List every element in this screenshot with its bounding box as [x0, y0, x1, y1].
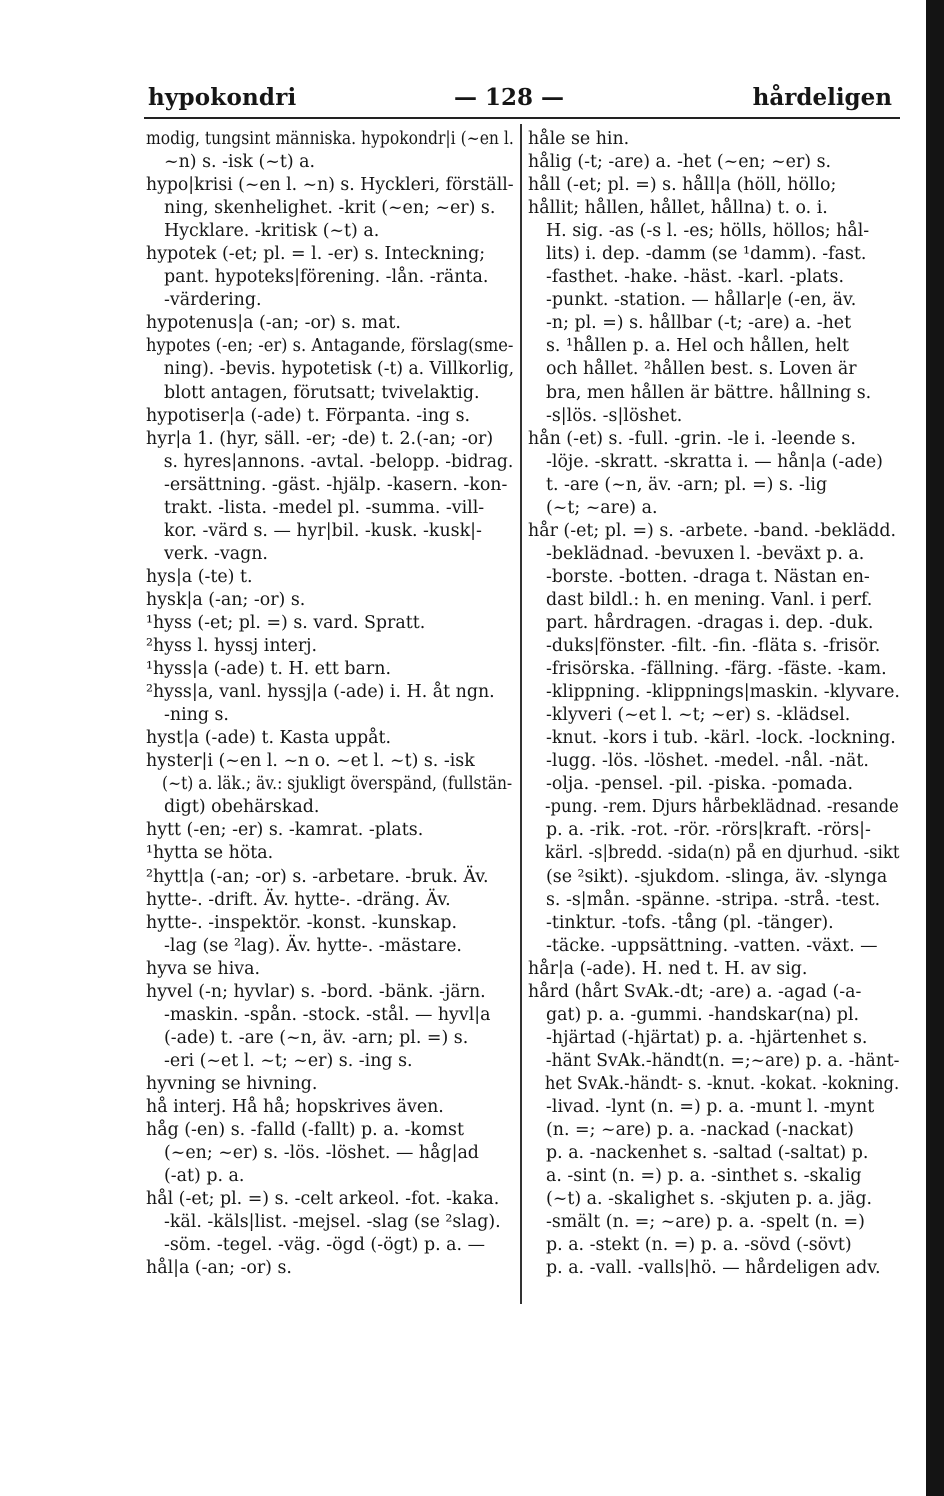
entry-line: verk. -vagn. [164, 543, 268, 564]
entry-line: -duks|fönster. -filt. -fin. -fläta s. -frisör. [546, 636, 881, 657]
entry-line: blott antagen, förutsatt; tvivelaktig. [164, 382, 480, 403]
entry-line: -n; pl. =) s. hållbar (-t; -are) a. -het [546, 313, 852, 334]
entry-line: (-at) p. a. [164, 1166, 245, 1187]
entry-line: s. -s|mån. -spänne. -stripa. -strå. -test. [546, 889, 881, 910]
entry-line: -söm. -tegel. -väg. -ögd (-ögt) p. a. — [164, 1235, 485, 1256]
entry-line: kor. -värd s. — hyr|bil. -kusk. -kusk|- [164, 520, 482, 541]
entry-line: hån (-et) s. -full. -grin. -le i. -leende s. [528, 428, 856, 449]
entry-line: dast bildl.: h. en mening. Vanl. i perf. [546, 589, 873, 610]
entry-line: hyva se hiva. [146, 958, 260, 979]
entry-line: het SvAk.-händt- s. -knut. -kokat. -kokning. [544, 1073, 900, 1094]
entry-line: hyster|i (~en l. ~n o. ~et l. ~t) s. -isk [146, 751, 475, 772]
entry-line: (n. =; ~are) p. a. -nackad (-nackat) [546, 1120, 854, 1141]
entry-line: digt) obehärskad. [164, 797, 320, 818]
entry-line: -lag (se ²lag). Äv. hytte-. -mästare. [164, 935, 462, 956]
entry-line: p. a. -vall. -valls|hö. — hårdeligen adv. [546, 1258, 881, 1279]
entry-line: -borste. -botten. -draga t. Nästan en- [546, 566, 870, 587]
entry-line: -lugg. -lös. -löshet. -medel. -nål. -nät. [546, 751, 869, 772]
entry-line: hypotes (-en; -er) s. Antagande, förslag(sme- [146, 336, 514, 357]
entry-line: hål|a (-an; -or) s. [146, 1258, 292, 1279]
entry-line: -fasthet. -hake. -häst. -karl. -plats. [546, 267, 844, 288]
entry-line: -käl. -käls|list. -mejsel. -slag (se ²slag). [164, 1212, 501, 1233]
left-column [146, 128, 514, 1280]
entry-line: t. -are (~n, äv. -arn; pl. =) s. -lig [546, 474, 828, 495]
entry-line: -smält (n. =; ~are) p. a. -spelt (n. =) [546, 1212, 865, 1233]
entry-line: -värdering. [164, 290, 262, 311]
entry-line: trakt. -lista. -medel pl. -summa. -vill- [164, 497, 485, 518]
entry-line: hår|a (-ade). H. ned t. H. av sig. [528, 958, 808, 979]
entry-line: hytt (-en; -er) s. -kamrat. -plats. [146, 820, 424, 841]
entry-line: -punkt. -station. — hållar|e (-en, äv. [546, 290, 857, 311]
entry-line: -eri (~et l. ~t; ~er) s. -ing s. [164, 1050, 413, 1071]
entry-line: hypotenus|a (-an; -or) s. mat. [146, 313, 401, 334]
entry-line: -ersättning. -gäst. -hjälp. -kasern. -kon- [164, 474, 508, 495]
entry-line: ²hyss|a, vanl. hyssj|a (-ade) i. H. åt ngn. [146, 682, 495, 703]
entry-line: p. a. -nackenhet s. -saltad (-saltat) p. [546, 1143, 869, 1164]
entry-line: a. -sint (n. =) p. a. -sinthet s. -skalig [546, 1166, 862, 1187]
entry-line: håle se hin. [528, 129, 630, 149]
entry-line: hytte-. -inspektör. -konst. -kunskap. [146, 912, 458, 933]
entry-line: hypotek (-et; pl. = l. -er) s. Inteckning; [146, 244, 486, 265]
entry-line: -frisörska. -fällning. -färg. -fäste. -kam. [546, 659, 887, 680]
header-rule [144, 117, 900, 119]
entry-line: part. hårdragen. -dragas i. dep. -duk. [546, 612, 874, 633]
header-left-guideword: hypokondri [148, 84, 297, 111]
page-edge-shadow [926, 0, 944, 1496]
entry-line: ning). -bevis. hypotetisk (-t) a. Villkorlig, [163, 359, 515, 380]
entry-line: p. a. -rik. -rot. -rör. -rörs|kraft. -rörs|- [546, 820, 871, 841]
entry-line: p. a. -stekt (n. =) p. a. -sövd (-sövt) [546, 1235, 852, 1256]
entry-line: -knut. -kors i tub. -kärl. -lock. -lockning. [546, 728, 896, 749]
entry-line: (~t) a. läk.; äv.: sjukligt överspänd, (fullstän- [162, 774, 513, 795]
entry-line: s. hyres|annons. -avtal. -belopp. -bidrag. [163, 451, 514, 472]
entry-line: -klyveri (~et l. ~t; ~er) s. -klädsel. [546, 705, 851, 726]
entry-line: -pung. -rem. Djurs hårbeklädnad. -resande [544, 797, 899, 818]
entry-line: (-ade) t. -are (~n, äv. -arn; pl. =) s. [164, 1027, 469, 1048]
entry-line: hyst|a (-ade) t. Kasta uppåt. [146, 728, 392, 749]
entry-line: bra, men hållen är bättre. hållning s. [546, 382, 872, 403]
entry-line: ¹hyss (-et; pl. =) s. vard. Spratt. [146, 612, 426, 633]
entry-line: hyr|a 1. (hyr, säll. -er; -de) t. 2.(-an; -or) [146, 428, 494, 449]
entry-line: -tinktur. -tofs. -tång (pl. -tänger). [546, 912, 834, 933]
entry-line: hypo|krisi (~en l. ~n) s. Hyckleri, förställ- [146, 175, 514, 196]
entry-line: -täcke. -uppsättning. -vatten. -växt. — [546, 935, 878, 956]
entry-line: -livad. -lynt (n. =) p. a. -munt l. -mynt [546, 1096, 875, 1117]
entry-line: gat) p. a. -gummi. -handskar(na) pl. [546, 1004, 860, 1025]
entry-line: hål (-et; pl. =) s. -celt arkeol. -fot. -kaka. [146, 1189, 500, 1210]
entry-line: -löje. -skratt. -skratta i. — hån|a (-ade) [546, 451, 883, 472]
entry-line: ~n) s. -isk (~t) a. [164, 152, 316, 173]
entry-line: håg (-en) s. -falld (-fallt) p. a. -komst [146, 1120, 464, 1141]
entry-line: -hjärtad (-hjärtat) p. a. -hjärtenhet s. [546, 1027, 868, 1048]
entry-line: (~t) a. -skalighet s. -skjuten p. a. jäg. [546, 1189, 873, 1210]
column-divider [520, 124, 522, 1304]
entry-line: s. ¹hållen p. a. Hel och hållen, helt [546, 336, 850, 357]
entry-line: och hållet. ²hållen best. s. Loven är [546, 359, 857, 380]
entry-line: hård (hårt SvAk.-dt; -are) a. -agad (-a- [528, 981, 862, 1002]
entry-line: lits) i. dep. -damm (se ¹damm). -fast. [546, 244, 867, 265]
page-header [148, 84, 900, 118]
entry-line: hållit; hållen, hållet, hållna) t. o. i. [528, 198, 828, 219]
header-right-guideword: hårdeligen [752, 84, 892, 111]
entry-line: hålig (-t; -are) a. -het (~en; ~er) s. [528, 152, 832, 173]
entry-line: hyvel (-n; hyvlar) s. -bord. -bänk. -järn. [146, 981, 486, 1002]
entry-line: -maskin. -spån. -stock. -stål. — hyvl|a [164, 1004, 491, 1025]
entry-line: ²hytt|a (-an; -or) s. -arbetare. -bruk. Äv. [146, 866, 489, 887]
entry-line: hyvning se hivning. [146, 1073, 318, 1094]
entry-line: H. sig. -as (-s l. -es; hölls, höllos; hål- [546, 221, 870, 242]
entry-line: ning, skenhelighet. -krit (~en; ~er) s. [164, 198, 496, 219]
entry-line: håll (-et; pl. =) s. håll|a (höll, höllo; [528, 175, 837, 196]
entry-line: Hycklare. -kritisk (~t) a. [164, 221, 380, 242]
right-column [528, 128, 900, 1280]
entry-line: hå interj. Hå hå; hopskrives även. [146, 1096, 444, 1117]
entry-line: -hänt SvAk.-händt(n. =;~are) p. a. -hänt- [545, 1050, 900, 1071]
entry-line: hytte-. -drift. Äv. hytte-. -dräng. Äv. [146, 889, 451, 910]
entry-line: -beklädnad. -bevuxen l. -beväxt p. a. [546, 543, 865, 564]
entry-line: (~t; ~are) a. [546, 497, 658, 518]
entry-line: -klippning. -klippnings|maskin. -klyvare. [546, 682, 900, 703]
entry-line: (se ²sikt). -sjukdom. -slinga, äv. -slynga [546, 866, 888, 887]
entry-line: hys|a (-te) t. [146, 566, 253, 587]
entry-line: kärl. -s|bredd. -sida(n) på en djurhud. -sikt [545, 843, 900, 864]
entry-line: (~en; ~er) s. -lös. -löshet. — håg|ad [164, 1143, 479, 1164]
entry-line: -s|lös. -s|löshet. [546, 405, 683, 426]
entry-line: -ning s. [164, 705, 229, 726]
entry-line: -olja. -pensel. -pil. -piska. -pomada. [546, 774, 854, 795]
entry-line: hysk|a (-an; -or) s. [146, 589, 306, 610]
entry-line: pant. hypoteks|förening. -lån. -ränta. [164, 267, 489, 288]
entry-line: hypotiser|a (-ade) t. Förpanta. -ing s. [146, 405, 471, 426]
entry-line: hår (-et; pl. =) s. -arbete. -band. -beklädd. [528, 520, 896, 541]
entry-line: modig, tungsint människa. hypokondr|i (~en l. [146, 129, 514, 149]
entry-line: ²hyss l. hyssj interj. [146, 636, 318, 657]
page-number: — 128 — [454, 84, 565, 111]
entry-line: ¹hyss|a (-ade) t. H. ett barn. [146, 659, 391, 680]
entry-line: ¹hytta se höta. [146, 843, 274, 864]
